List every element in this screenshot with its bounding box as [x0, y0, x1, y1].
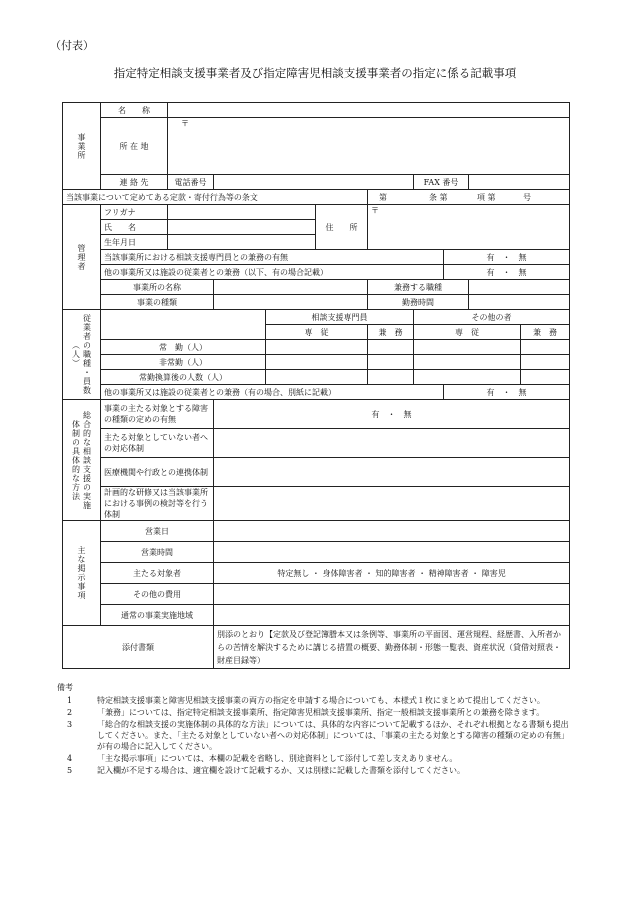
manager-name-field[interactable]: [168, 220, 316, 235]
staff-input[interactable]: [521, 355, 570, 370]
specialist-header: 相談支援専門員: [266, 310, 414, 325]
note-item: [57, 695, 569, 706]
articles-field[interactable]: [368, 190, 570, 205]
fax-label: FAX 番号: [414, 175, 469, 190]
manager-group-label: 管理者: [63, 205, 101, 310]
birth-field[interactable]: [168, 235, 316, 250]
hours-label: 営業時間: [101, 542, 214, 563]
articles-kou: 項 第: [477, 192, 496, 202]
area-label: 通常の事業実施地域: [101, 605, 214, 626]
note-text: 「兼務」については、指定特定相談支援事業所、指定障害児相談支援事業所、指定一般相談支援事業所との兼務を除きます。: [97, 708, 545, 717]
note-number: 2: [67, 708, 73, 717]
staff-input[interactable]: [368, 355, 414, 370]
note-number: 3: [67, 720, 73, 729]
manager-concurrent-label: 当該事業所における相談支援専門員との兼務の有無: [101, 250, 444, 265]
notes-section: [57, 682, 569, 777]
system-row3-field[interactable]: [214, 458, 570, 487]
staff-other-yesno[interactable]: 有 ・ 無: [444, 385, 570, 400]
other-staff-header: その他の者: [414, 310, 570, 325]
furigana-label: フリガナ: [101, 205, 168, 220]
office-contact-label: 連 絡 先: [101, 175, 168, 190]
other-fulltime-header: 専 従: [414, 325, 521, 340]
attachments-text: 別添のとおり【定款及び登記簿謄本又は条例等、事業所の平面図、運営規程、経歴書、入所者からの苦情を解決するために講じる措置の概要、勤務体制・形態一覧表、資産状況（貸借対照表・財産目録等）: [214, 626, 570, 669]
staff-input[interactable]: [521, 340, 570, 355]
system-group-label: [63, 400, 101, 521]
target-label: 主たる対象者: [101, 563, 214, 584]
manager-postal-mark: 〒: [371, 206, 379, 215]
note-item: [57, 753, 569, 764]
articles-jou: 条 第: [429, 192, 448, 202]
manager-address-field[interactable]: [368, 205, 570, 250]
note-text: 特定相談支援事業と障害児相談支援事業の両方の指定を申請する場合についても、本様式１枚にまとめて提出してください。: [97, 696, 545, 705]
system-row3-label: 医療機関や行政との連携体制: [101, 458, 214, 487]
note-text: 記入欄が不足する場合は、適宜欄を設けて記載するか、又は別様に記載した書類を添付してください。: [97, 766, 465, 775]
office-name-label: 名 称: [101, 103, 168, 118]
staff-other-facility-label: 他の事業所又は施設の従業者との兼務（有の場合、別紙に記載）: [101, 385, 444, 400]
note-text: 「総合的な相談支援の実施体制の具体的な方法」については、具体的な内容について記載するほか、それぞれ根拠となる書類も提出してください。また、「主たる対象としていない者への対応体制」については、「事業の主たる対象とする障害の種類の定めの有無」が有の場合に記入してください。: [97, 720, 569, 751]
page-title: 指定特定相談支援事業者及び指定障害児相談支援事業者の指定に係る記載事項: [113, 66, 517, 80]
staff-group-label: 従業者の職種・員数（人）: [63, 310, 101, 400]
phone-field[interactable]: [214, 175, 414, 190]
articles-dai: 第: [379, 192, 387, 202]
staff-input[interactable]: [521, 370, 570, 385]
postings-group-label: 主な掲示事項: [63, 521, 101, 626]
note-item: [57, 707, 569, 718]
system-row4-label: 計画的な研修又は当該事業所における事例の検討等を行う体制: [101, 487, 214, 521]
area-field[interactable]: [214, 605, 570, 626]
fees-label: その他の費用: [101, 584, 214, 605]
hours-field[interactable]: [214, 542, 570, 563]
specialist-fulltime-header: 専 従: [266, 325, 368, 340]
staff-input[interactable]: [368, 370, 414, 385]
birth-label: 生年月日: [101, 235, 168, 250]
work-hours-label: 勤務時間: [368, 295, 469, 310]
office-name-field[interactable]: [168, 103, 570, 118]
office-group-label: 事業所: [63, 103, 101, 190]
staff-input[interactable]: [414, 340, 521, 355]
system-row1-label: 事業の主たる対象とする障害の種類の定めの有無: [101, 400, 214, 429]
fax-field[interactable]: [469, 175, 570, 190]
staff-input[interactable]: [266, 370, 368, 385]
business-type-field[interactable]: [214, 295, 368, 310]
staff-input[interactable]: [266, 340, 368, 355]
staff-header-blank: [101, 310, 266, 340]
staff-input[interactable]: [414, 355, 521, 370]
fees-field[interactable]: [214, 584, 570, 605]
system-row2-field[interactable]: [214, 429, 570, 458]
specialist-concurrent-header: 兼 務: [368, 325, 414, 340]
attachments-label: 添付書類: [63, 626, 214, 669]
postal-mark: 〒: [181, 119, 189, 128]
application-form-table: [62, 102, 570, 669]
notes-heading: 備考: [57, 683, 73, 692]
target-field[interactable]: 特定無し ・ 身体障害者 ・ 知的障害者 ・ 精神障害者 ・ 障害児: [214, 563, 570, 584]
other-concurrent-header: 兼 務: [521, 325, 570, 340]
note-item: [57, 719, 569, 752]
system-group-col2: 体制の具体的な方法: [71, 419, 81, 501]
articles-gou: 号: [523, 192, 531, 202]
staff-input[interactable]: [266, 355, 368, 370]
system-group-col1: 総合的な相談支援の実施: [82, 410, 92, 510]
concurrent-duty-label: 兼務する職種: [368, 280, 469, 295]
attachment-label: （付表）: [50, 39, 94, 52]
note-number: 4: [67, 754, 73, 763]
phone-label: 電話番号: [168, 175, 214, 190]
work-hours-field[interactable]: [469, 295, 570, 310]
manager-name-label: 氏 名: [101, 220, 168, 235]
articles-label: 当該事業について定めてある定款・寄付行為等の条文: [63, 190, 368, 205]
manager-other-label: 他の事業所又は施設の従業者との兼務（以下、有の場合記載）: [101, 265, 444, 280]
note-item: [57, 765, 569, 776]
concurrent-duty-field[interactable]: [469, 280, 570, 295]
days-label: 営業日: [101, 521, 214, 542]
staff-input[interactable]: [414, 370, 521, 385]
office-address-label: 所 在 地: [101, 118, 168, 175]
other-office-name-field[interactable]: [214, 280, 368, 295]
manager-other-yesno[interactable]: 有 ・ 無: [444, 265, 570, 280]
days-field[interactable]: [214, 521, 570, 542]
staff-row-converted: 常勤換算後の人数（人）: [101, 370, 266, 385]
staff-row-parttime: 非常勤（人）: [101, 355, 266, 370]
note-number: 1: [67, 696, 73, 705]
business-type-label: 事業の種類: [101, 295, 214, 310]
manager-address-label: 住 所: [316, 205, 368, 250]
note-text: 「主な掲示事項」については、本欄の記載を省略し、別途資料として添付して差し支えありません。: [97, 754, 458, 763]
system-row1-yesno[interactable]: 有 ・ 無: [214, 400, 570, 429]
system-row2-label: 主たる対象としていない者への対応体制: [101, 429, 214, 458]
staff-input[interactable]: [368, 340, 414, 355]
furigana-field[interactable]: [168, 205, 316, 220]
other-office-name-label: 事業所の名称: [101, 280, 214, 295]
manager-concurrent-yesno[interactable]: 有 ・ 無: [444, 250, 570, 265]
note-number: 5: [67, 766, 73, 775]
system-row4-field[interactable]: [214, 487, 570, 521]
staff-row-fulltime: 常 勤（人）: [101, 340, 266, 355]
office-address-field[interactable]: [168, 118, 570, 175]
